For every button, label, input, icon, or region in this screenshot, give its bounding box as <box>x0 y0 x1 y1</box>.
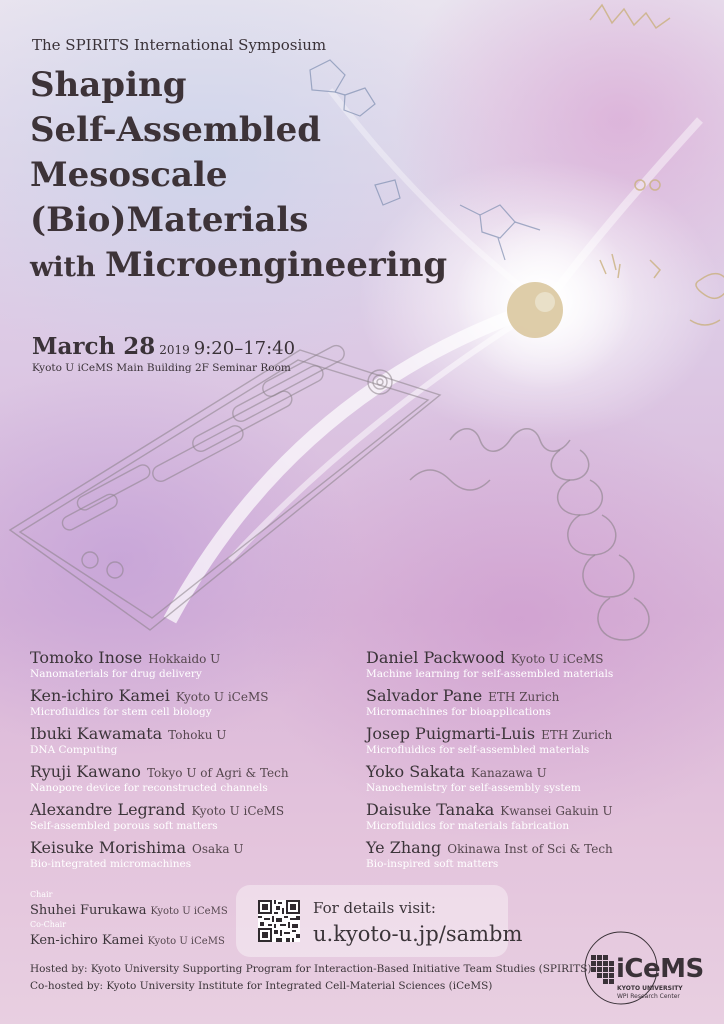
qr-code-icon[interactable] <box>258 900 300 942</box>
co-chair <box>30 920 225 948</box>
speaker-right-1 <box>366 648 686 680</box>
speaker-name: Daniel Packwood <box>366 648 505 667</box>
icems-logo-center: WPI Research Center <box>617 993 680 1000</box>
speaker-topic: Microfluidics for stem cell biology <box>30 706 212 718</box>
co-chair-affiliation: Kyoto U iCeMS <box>147 936 225 947</box>
speaker-topic: Microfluidics for materials fabrication <box>366 820 570 832</box>
cohosted-by: Co-hosted by: Kyoto University Institute for Integrated Cell-Material Sciences (iCeMS) <box>30 980 493 992</box>
speaker-left-1 <box>30 648 350 680</box>
speaker-name: Josep Puigmarti-Luis <box>366 724 536 743</box>
speaker-right-6 <box>366 838 686 870</box>
speaker-affiliation: Kanazawa U <box>470 766 547 780</box>
speaker-topic: Nanopore device for reconstructed channels <box>30 782 268 794</box>
speaker-affiliation: ETH Zurich <box>541 728 613 742</box>
speaker-affiliation: Kyoto U iCeMS <box>175 690 269 704</box>
speaker-topic: Bio-inspired soft matters <box>366 858 499 870</box>
speaker-left-5 <box>30 800 350 832</box>
title-line-4: (Bio)Materials <box>30 200 309 240</box>
speaker-name: Ye Zhang <box>366 838 442 857</box>
speaker-affiliation: Tohoku U <box>168 728 227 742</box>
speaker-left-2 <box>30 686 350 718</box>
co-chair-name: Ken-ichiro Kamei <box>30 933 144 948</box>
speaker-name: Salvador Pane <box>366 686 483 705</box>
co-chair-role: Co-Chair <box>30 920 67 929</box>
speaker-name: Ken-ichiro Kamei <box>30 686 170 705</box>
speaker-affiliation: Kwansei Gakuin U <box>500 804 613 818</box>
title-line-2: Self-Assembled <box>30 110 321 150</box>
date-time: 9:20–17:40 <box>193 338 296 359</box>
symposium-label: The SPIRITS International Symposium <box>32 36 327 54</box>
speaker-topic: Micromachines for bioapplications <box>366 706 551 718</box>
speaker-affiliation: ETH Zurich <box>488 690 560 704</box>
speaker-left-4 <box>30 762 350 794</box>
date-year: 2019 <box>159 343 190 357</box>
icems-logo-name: iCeMS <box>616 954 704 984</box>
chair-affiliation: Kyoto U iCeMS <box>150 906 228 917</box>
event-title <box>30 65 448 293</box>
speaker-topic: Nanomaterials for drug delivery <box>30 668 202 680</box>
chair-role: Chair <box>30 890 53 899</box>
speaker-right-4 <box>366 762 686 794</box>
speaker-right-5 <box>366 800 686 832</box>
speaker-topic: Machine learning for self-assembled materials <box>366 668 614 680</box>
speaker-topic: DNA Computing <box>30 744 118 756</box>
chair-name: Shuhei Furukawa <box>30 903 147 918</box>
venue: Kyoto U iCeMS Main Building 2F Seminar Room <box>32 362 291 374</box>
title-line-5-prefix: with <box>30 252 96 283</box>
speaker-affiliation: Hokkaido U <box>148 652 221 666</box>
date-main: March 28 <box>32 333 156 360</box>
speaker-affiliation: Kyoto U iCeMS <box>191 804 285 818</box>
speaker-name: Keisuke Morishima <box>30 838 186 857</box>
speaker-topic: Self-assembled porous soft matters <box>30 820 218 832</box>
speaker-left-6 <box>30 838 350 870</box>
speaker-affiliation: Kyoto U iCeMS <box>510 652 604 666</box>
speaker-topic: Nanochemistry for self-assembly system <box>366 782 581 794</box>
chair <box>30 890 228 918</box>
speaker-name: Tomoko Inose <box>30 648 143 667</box>
speaker-name: Daisuke Tanaka <box>366 800 495 819</box>
speaker-name: Ryuji Kawano <box>30 762 141 781</box>
title-line-5 <box>30 245 448 293</box>
speaker-topic: Microfluidics for self-assembled materials <box>366 744 590 756</box>
speaker-affiliation: Tokyo U of Agri & Tech <box>146 766 289 780</box>
speaker-affiliation: Osaka U <box>192 842 244 856</box>
speaker-topic: Bio-integrated micromachines <box>30 858 192 870</box>
speaker-affiliation: Okinawa Inst of Sci & Tech <box>447 842 613 856</box>
speaker-name: Yoko Sakata <box>366 762 465 781</box>
title-line-3: Mesoscale <box>30 155 228 195</box>
details-url-link[interactable]: u.kyoto-u.jp/sambm <box>313 922 523 946</box>
event-date <box>32 333 295 360</box>
icems-logo-university: KYOTO UNIVERSITY <box>617 985 683 992</box>
title-line-5-main: Microengineering <box>105 245 448 285</box>
hosted-by: Hosted by: Kyoto University Supporting Program for Interaction-Based Initiative Team Studies (SPIRITS) <box>30 963 592 975</box>
details-label: For details visit: <box>313 899 436 917</box>
title-line-1: Shaping <box>30 65 187 105</box>
speaker-name: Ibuki Kawamata <box>30 724 163 743</box>
speaker-right-2 <box>366 686 686 718</box>
speaker-name: Alexandre Legrand <box>30 800 186 819</box>
speaker-right-3 <box>366 724 686 756</box>
speaker-left-3 <box>30 724 350 756</box>
